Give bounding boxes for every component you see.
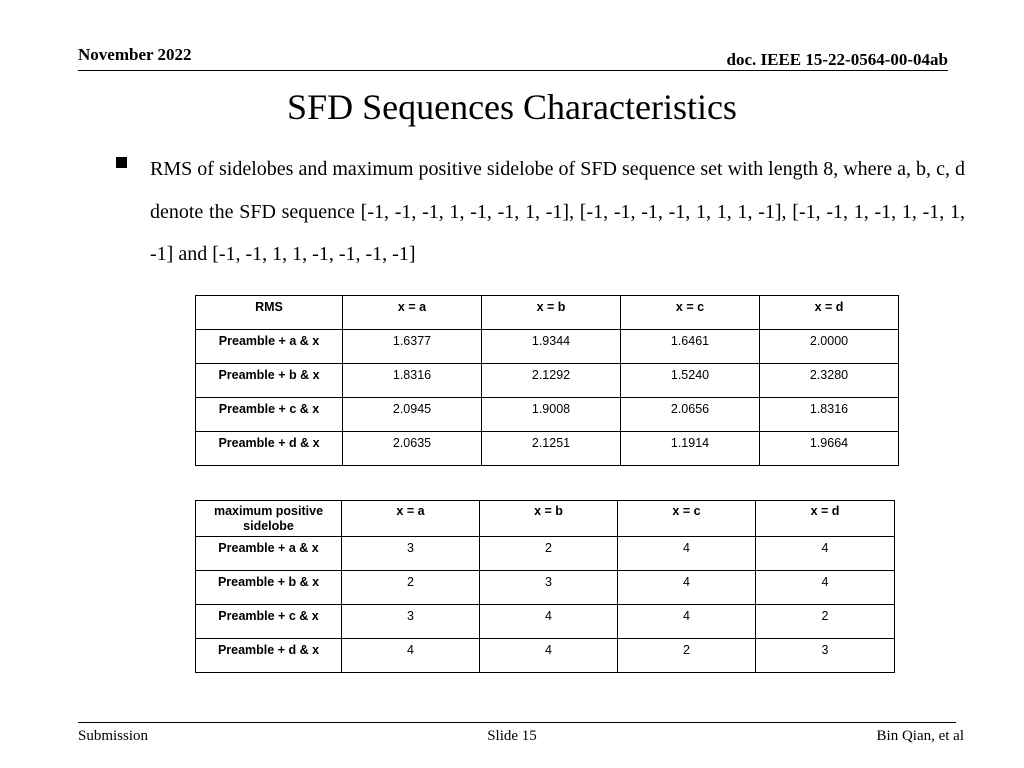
rms-table — [195, 295, 899, 466]
column-header: x = b — [482, 296, 621, 330]
column-header: maximum positive sidelobe — [196, 501, 342, 537]
table-cell: 1.9008 — [482, 398, 621, 432]
footer-author: Bin Qian, et al — [876, 728, 964, 744]
table-cell: 4 — [618, 605, 756, 639]
table-cell: 4 — [618, 537, 756, 571]
row-header: Preamble + b & x — [196, 571, 342, 605]
table-cell: 3 — [756, 639, 895, 673]
column-header: x = b — [480, 501, 618, 537]
table-row — [196, 639, 895, 673]
footer-slide-number: Slide 15 — [487, 728, 537, 744]
table-cell: 2.0945 — [343, 398, 482, 432]
table-cell: 4 — [480, 639, 618, 673]
table-row — [196, 330, 899, 364]
table-cell: 4 — [618, 571, 756, 605]
table-cell: 2.0000 — [760, 330, 899, 364]
table-cell: 4 — [756, 537, 895, 571]
row-header: Preamble + a & x — [196, 537, 342, 571]
table-header-row — [196, 501, 895, 537]
table-cell: 1.9664 — [760, 432, 899, 466]
table-cell: 2.1251 — [482, 432, 621, 466]
table-cell: 2.0656 — [621, 398, 760, 432]
table-row — [196, 537, 895, 571]
table-cell: 4 — [480, 605, 618, 639]
table-cell: 3 — [342, 605, 480, 639]
table-cell: 4 — [342, 639, 480, 673]
column-header: x = d — [756, 501, 895, 537]
table-cell: 1.8316 — [760, 398, 899, 432]
row-header: Preamble + c & x — [196, 605, 342, 639]
table-cell: 3 — [342, 537, 480, 571]
column-header: x = a — [342, 501, 480, 537]
footer-submission: Submission — [78, 728, 149, 744]
table-cell: 2.0635 — [343, 432, 482, 466]
table-row — [196, 364, 899, 398]
table-cell: 1.6377 — [343, 330, 482, 364]
table-header-row — [196, 296, 899, 330]
footer-rule — [78, 722, 956, 723]
table-cell: 1.9344 — [482, 330, 621, 364]
table-cell: 2 — [618, 639, 756, 673]
table-cell: 4 — [756, 571, 895, 605]
table-cell: 1.8316 — [343, 364, 482, 398]
column-header: x = c — [621, 296, 760, 330]
row-header: Preamble + b & x — [196, 364, 343, 398]
header-date: November 2022 — [78, 45, 192, 64]
column-header: RMS — [196, 296, 343, 330]
slide-title: SFD Sequences Characteristics — [287, 87, 737, 127]
table-cell: 3 — [480, 571, 618, 605]
row-header: Preamble + c & x — [196, 398, 343, 432]
table-row — [196, 432, 899, 466]
row-header: Preamble + d & x — [196, 639, 342, 673]
bullet-text: RMS of sidelobes and maximum positive sidelobe of SFD sequence set with length 8, where a, b, c, d denote the SFD sequence [-1, -1, -1, 1, -1, -1, 1, -1], [-1, -1, -1, -1, 1, 1, 1, -1], [-1, -1, 1, -1, 1, -1, 1, -1] and [-1, -1, 1, 1, -1, -1, -1, -1] — [150, 158, 965, 265]
table-cell: 2.1292 — [482, 364, 621, 398]
table-row — [196, 571, 895, 605]
table-cell: 2 — [756, 605, 895, 639]
table-cell: 1.5240 — [621, 364, 760, 398]
column-header: x = c — [618, 501, 756, 537]
square-bullet-icon — [116, 157, 127, 168]
max-sidelobe-table — [195, 500, 895, 673]
row-header: Preamble + a & x — [196, 330, 343, 364]
table-cell: 2.3280 — [760, 364, 899, 398]
table-cell: 1.1914 — [621, 432, 760, 466]
row-header: Preamble + d & x — [196, 432, 343, 466]
header-doc-id: doc. IEEE 15-22-0564-00-04ab — [726, 50, 948, 69]
table-cell: 2 — [342, 571, 480, 605]
table-cell: 2 — [480, 537, 618, 571]
table-cell: 1.6461 — [621, 330, 760, 364]
column-header: x = d — [760, 296, 899, 330]
table-row — [196, 398, 899, 432]
table-row — [196, 605, 895, 639]
header-rule — [78, 70, 948, 71]
column-header: x = a — [343, 296, 482, 330]
